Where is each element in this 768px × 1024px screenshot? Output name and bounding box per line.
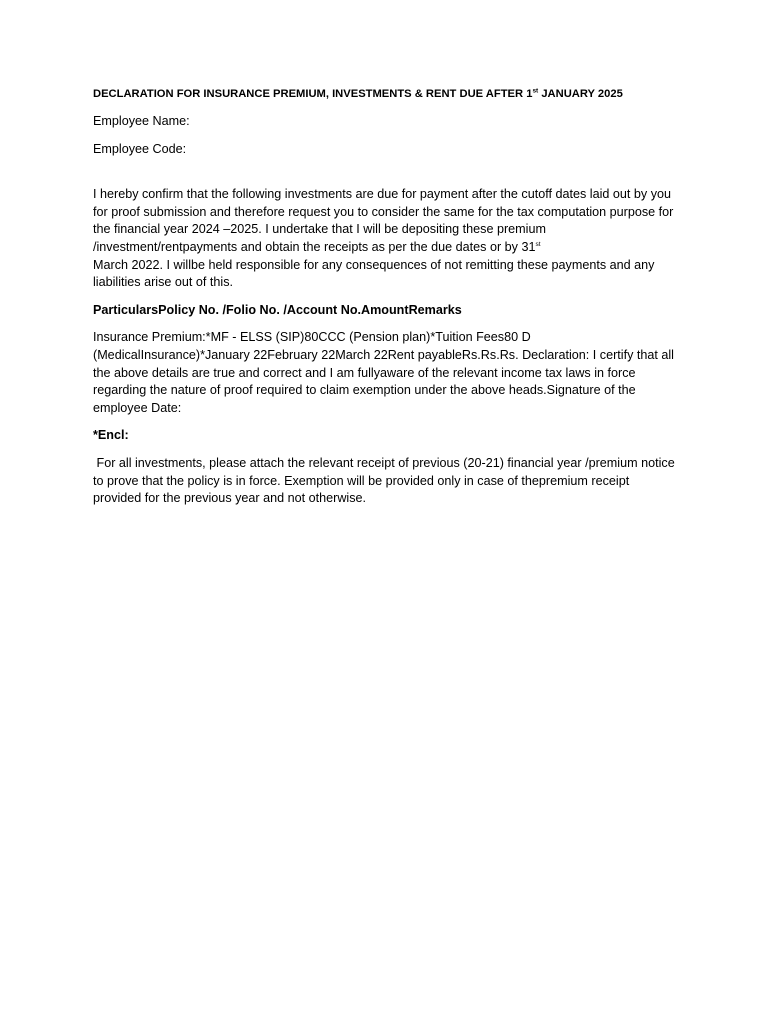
- enclosure-label: *Encl:: [93, 428, 129, 443]
- document-page: [93, 86, 677, 518]
- enclosure-note: For all investments, please attach the relevant receipt of previous (20-21) financial year /premium notice to prove that the policy is in force. Exemption will be provided only in case of thepremium receipt provided for the previous year and not otherwise.: [93, 455, 679, 506]
- title-superscript: st: [532, 87, 539, 95]
- confirmation-paragraph: [93, 186, 677, 292]
- table-header: ParticularsPolicy No. /Folio No. /Account No.AmountRemarks: [93, 302, 462, 317]
- title-main: DECLARATION FOR INSURANCE PREMIUM, INVESTMENTS & RENT DUE AFTER 1: [93, 88, 533, 100]
- table-body-text: Insurance Premium:*MF - ELSS (SIP)80CCC (Pension plan)*Tuition Fees80 D (MedicalInsurance)*January 22February 22March 22Rent payableRs.Rs.Rs. Declaration: I certify that all the above details are true and correct and I am fullyaware of the relevant income tax laws in force regarding the nature of proof required to claim exemption under the above heads.Signature of the employee Date:: [93, 330, 674, 415]
- confirmation-superscript: st: [535, 240, 541, 248]
- employee-code-label: Employee Code:: [93, 141, 187, 156]
- confirmation-text-part-1: I hereby confirm that the following investments are due for payment after the cutoff dates laid out by you for proof submission and therefore request you to consider the same for the tax computation purpose for the financial year 2024 –2025. I undertake that I will be depositing these premium /investment/rentpayments and obtain the receipts as per the due dates or by 31: [93, 187, 674, 254]
- employee-name-label: Employee Name:: [93, 114, 190, 128]
- confirmation-text-part-2: March 2022. I willbe held responsible for any consequences of not remitting these payments and any liabilities arise out of this.: [93, 257, 655, 290]
- title-end: JANUARY 2025: [538, 88, 623, 100]
- document-title: [93, 86, 677, 102]
